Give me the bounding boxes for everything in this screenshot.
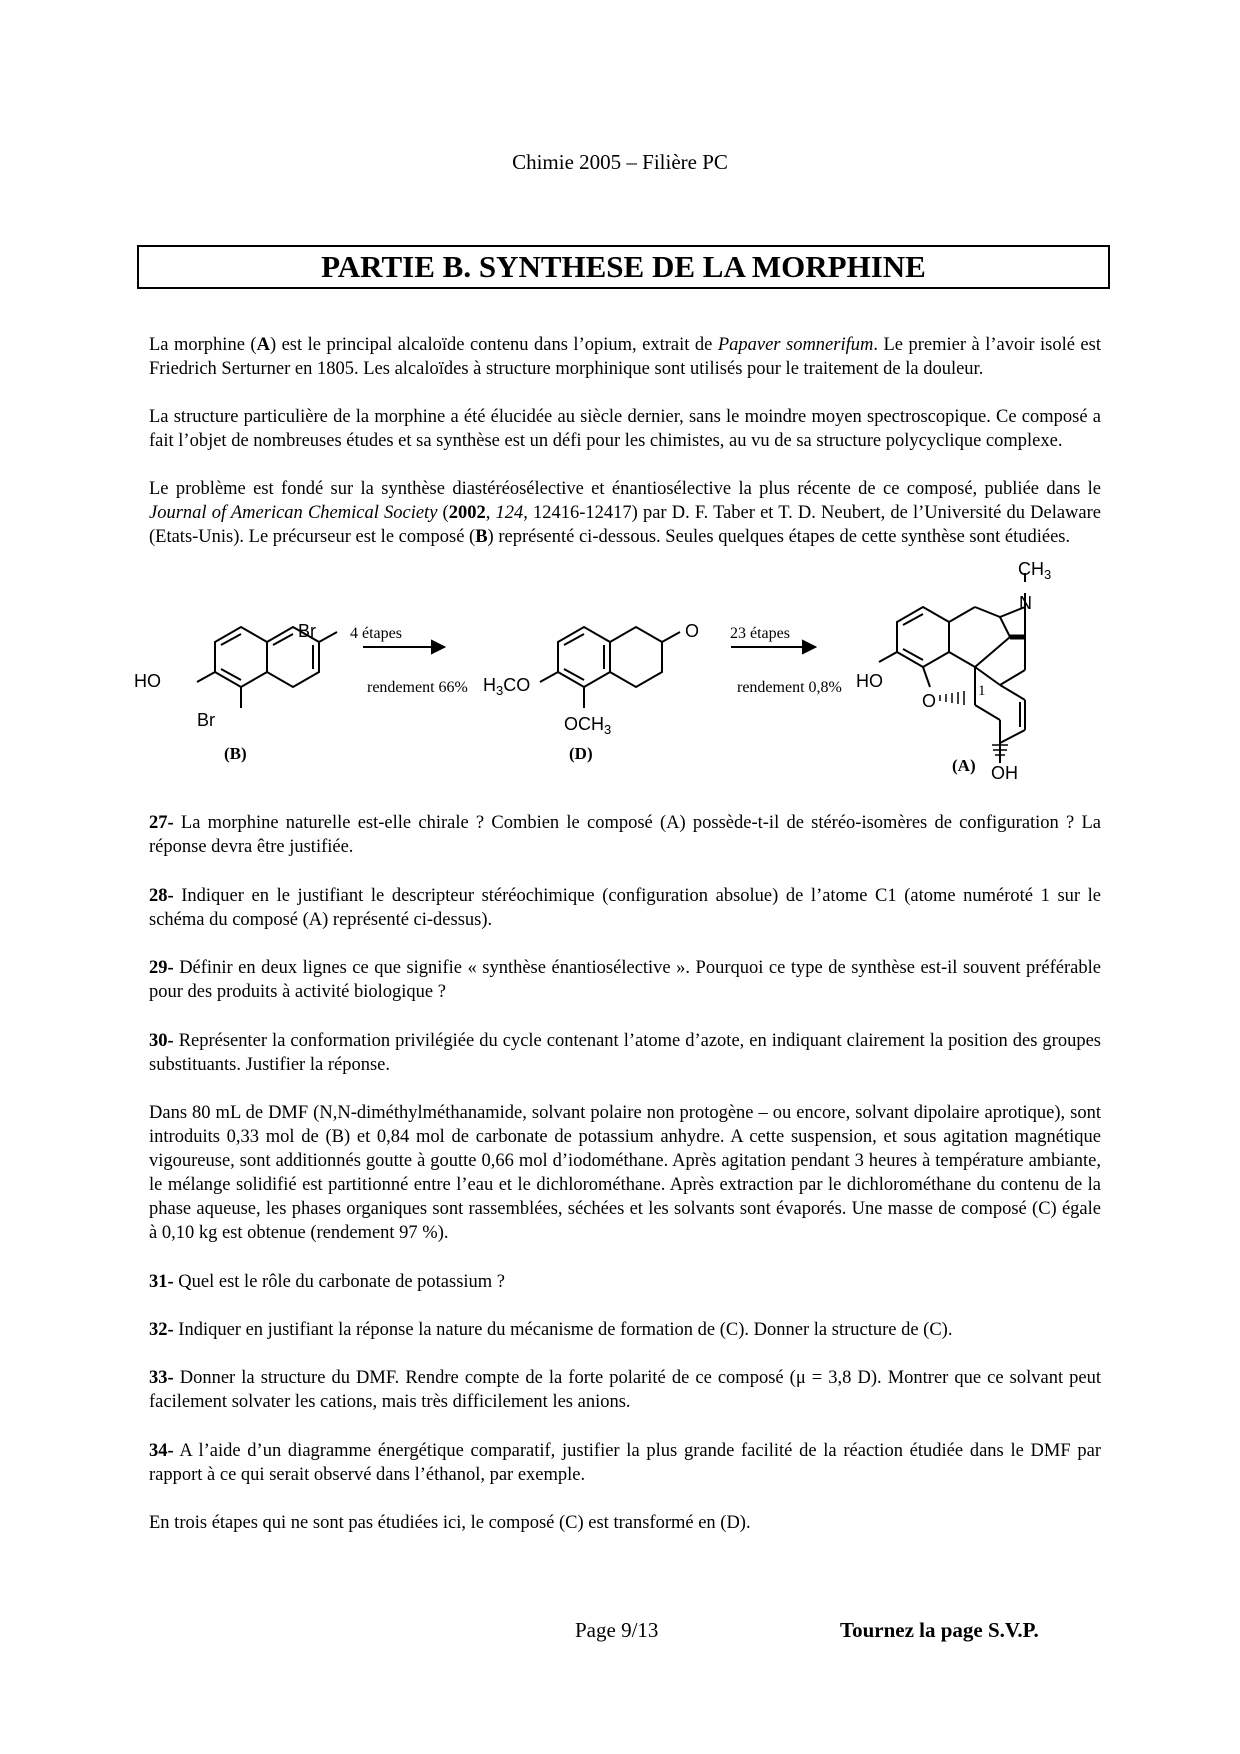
atom-h3co: $H_3CO$	[483, 675, 531, 698]
atom-n: N	[1019, 593, 1032, 613]
page-number: Page 9/13	[575, 1618, 659, 1642]
atom-ch3: $CH_3$	[1018, 559, 1052, 582]
intro-paragraph-2: La structure particulière de la morphine a été élucidée au siècle dernier, sans le moindre moyen spectroscopique. Ce composé a fait l’objet de nombreuses études et sa synthèse est un défi pour les chimistes, au vu de sa structure polycyclique complexe.	[149, 407, 1101, 451]
atom-br-1: Br	[298, 621, 316, 641]
arrow2-bottom-label: rendement 0,8%	[737, 679, 842, 696]
atom-o-bridge: O	[922, 691, 937, 711]
section-title: PARTIE B. SYNTHESE DE LA MORPHINE	[137, 245, 1110, 289]
question-30: 30- Représenter la conformation privilégiée du cycle contenant l’atome d’azote, en indiquant clairement la position des groupes substituants. Justifier la réponse.	[149, 1031, 1101, 1075]
atom-ho-b: HO	[134, 671, 161, 691]
page-header: Chimie 2005 – Filière PC	[512, 150, 728, 174]
intro-paragraph-3: Le problème est fondé sur la synthèse diastéréosélective et énantiosélective la plus récente de ce composé, publiée dans le Journal of American Chemical Society (2002, 124, 12416-12417) par D. F. Taber et T. D. Neubert, de l’Université du Delaware (Etats-Unis). Le précurseur est le composé (B) représenté ci-dessous. Seules quelques étapes de cette synthèse sont étudiées.	[149, 479, 1101, 547]
question-34: 34- A l’aide d’un diagramme énergétique comparatif, justifier la plus grande facilité de la réaction étudiée dans le DMF par rapport à ce qui serait observé dans l’éthanol, par exemple.	[149, 1441, 1101, 1485]
intro-paragraph-1: La morphine (A) est le principal alcaloïde contenu dans l’opium, extrait de Papaver somnerifum. Le premier à l’avoir isolé est Friedrich Serturner en 1805. Les alcaloïdes à structure morphinique sont utilisés pour le traitement de la douleur.	[149, 335, 1101, 379]
turn-page-note: Tournez la page S.V.P.	[840, 1618, 1039, 1642]
question-28: 28- Indiquer en le justifiant le descripteur stéréochimique (configuration absolue) de l’atome C1 (atome numéroté 1 sur le schéma du composé (A) représenté ci-dessus).	[149, 886, 1101, 930]
procedure-paragraph: Dans 80 mL de DMF (N,N-diméthylméthanamide, solvant polaire non protogène – ou encore, solvant dipolaire aprotique), sont introduits 0,33 mol de (B) et 0,84 mol de carbonate de potassium anhydre. A cette suspension, et sous agitation magnétique vigoureuse, sont additionnés goutte à goutte 0,66 mol d’iodométhane. Après agitation pendant 3 heures à température ambiante, le mélange solidifié est partitionné entre l’eau et le dichlorométhane. Après extraction par le dichlorométhane du contenu de la phase aqueuse, les phases organiques sont rassemblées, séchées et les solvants sont évaporés. Une masse de composé (C) égale à 0,10 kg est obtenue (rendement 97 %).	[149, 1103, 1101, 1243]
closing-paragraph: En trois étapes qui ne sont pas étudiées ici, le composé (C) est transformé en (D).	[149, 1513, 751, 1533]
atom-o-ketone: O	[685, 621, 700, 641]
atom-c1-label: 1	[978, 683, 986, 699]
atom-oh: OH	[991, 763, 1018, 783]
compound-d-structure	[540, 627, 680, 708]
arrow1-top-label: 4 étapes	[350, 625, 402, 642]
compound-b-structure	[197, 627, 337, 708]
atom-ho-a: HO	[856, 671, 883, 691]
compound-d-label: (D)	[569, 744, 593, 763]
question-29: 29- Définir en deux lignes ce que signifie « synthèse énantiosélective ». Pourquoi ce type de synthèse est-il souvent préférable pour des produits à activité biologique ?	[149, 958, 1101, 1002]
atom-och3: $OCH_3$	[564, 714, 612, 737]
reaction-scheme	[134, 559, 1110, 790]
compound-a-structure	[879, 573, 1025, 763]
question-33: 33- Donner la structure du DMF. Rendre compte de la forte polarité de ce composé (μ = 3,8 D). Montrer que ce solvant peut facilement solvater les cations, mais très difficilement les anions.	[149, 1368, 1101, 1412]
arrow2-top-label: 23 étapes	[730, 625, 790, 642]
question-32: 32- Indiquer en justifiant la réponse la nature du mécanisme de formation de (C). Donner la structure de (C).	[149, 1320, 953, 1340]
question-31: 31- Quel est le rôle du carbonate de potassium ?	[149, 1272, 506, 1292]
atom-br-2: Br	[197, 710, 215, 730]
compound-a-label: (A)	[952, 756, 976, 775]
question-27: 27- La morphine naturelle est-elle chirale ? Combien le composé (A) possède-t-il de stéréo-isomères de configuration ? La réponse devra être justifiée.	[149, 813, 1101, 857]
compound-b-label: (B)	[224, 744, 247, 763]
arrow1-bottom-label: rendement 66%	[367, 679, 468, 696]
